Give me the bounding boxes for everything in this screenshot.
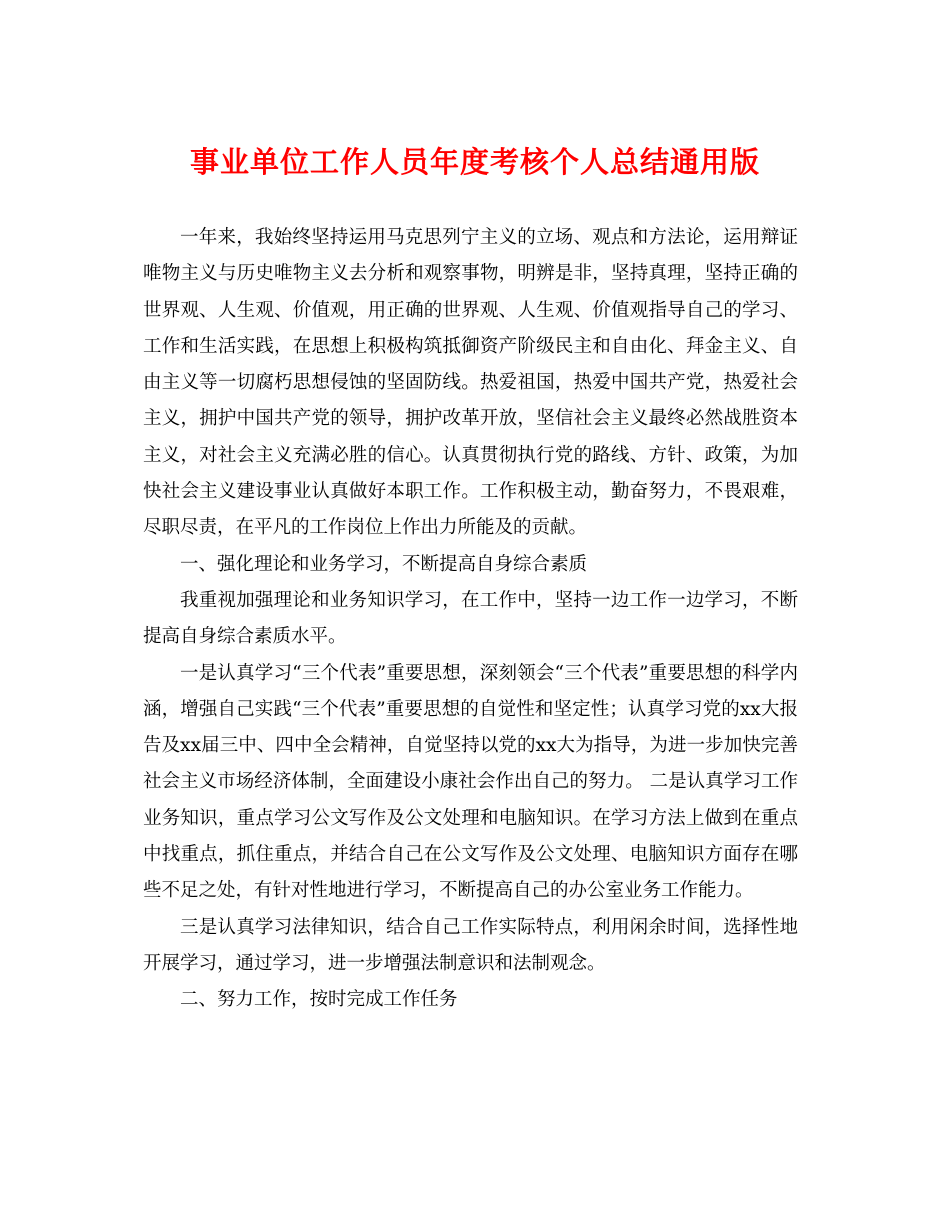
paragraph-study-overview: 我重视加强理论和业务知识学习，在工作中，坚持一边工作一边学习，不断提高自身综合素质水平。 <box>143 589 798 648</box>
paragraph-intro: 一年来，我始终坚持运用马克思列宁主义的立场、观点和方法论，运用辩证唯物主义与历史唯物主义去分析和观察事物，明辨是非，坚持真理，坚持正确的世界观、人生观、价值观，用正确的世界观、人生观、价值观指导自己的学习、工作和生活实践，在思想上积极构筑抵御资产阶级民主和自由化、拜金主义、自由主义等一切腐朽思想侵蚀的坚固防线。热爱祖国，热爱中国共产党，热爱社会主义，拥护中国共产党的领导，拥护改革开放，坚信社会主义最终必然战胜资本主义，对社会主义充满必胜的信心。认真贯彻执行党的路线、方针、政策，为加快社会主义建设事业认真做好本职工作。工作积极主动，勤奋努力，不畏艰难，尽职尽责，在平凡的工作岗位上作出力所能及的贡献。 <box>143 227 798 539</box>
section-heading-1: 一、强化理论和业务学习，不断提高自身综合素质 <box>180 553 588 575</box>
paragraph-study-points: 一是认真学习“三个代表”重要思想，深刻领会“三个代表”重要思想的科学内涵，增强自己实践“三个代表”重要思想的自觉性和坚定性；认真学习党的xx大报告及xx届三中、四中全会精神，自觉坚持以党的xx大为指导，为进一步加快完善社会主义市场经济体制，全面建设小康社会作出自己的努力。 二是认真学习工作业务知识，重点学习公文写作及公文处理和电脑知识。在学习方法上做到在重点中找重点，抓住重点，并结合自己在公文写作及公文处理、电脑知识方面存在哪些不足之处，有针对性地进行学习，不断提高自己的办公室业务工作能力。 <box>143 662 798 902</box>
paragraph-law-study: 三是认真学习法律知识，结合自己工作实际特点，利用闲余时间，选择性地开展学习，通过学习，进一步增强法制意识和法制观念。 <box>143 916 798 974</box>
document-body <box>143 220 798 1019</box>
section-heading-2: 二、努力工作，按时完成工作任务 <box>180 989 458 1011</box>
document-title: 事业单位工作人员年度考核个人总结通用版 <box>189 145 760 179</box>
